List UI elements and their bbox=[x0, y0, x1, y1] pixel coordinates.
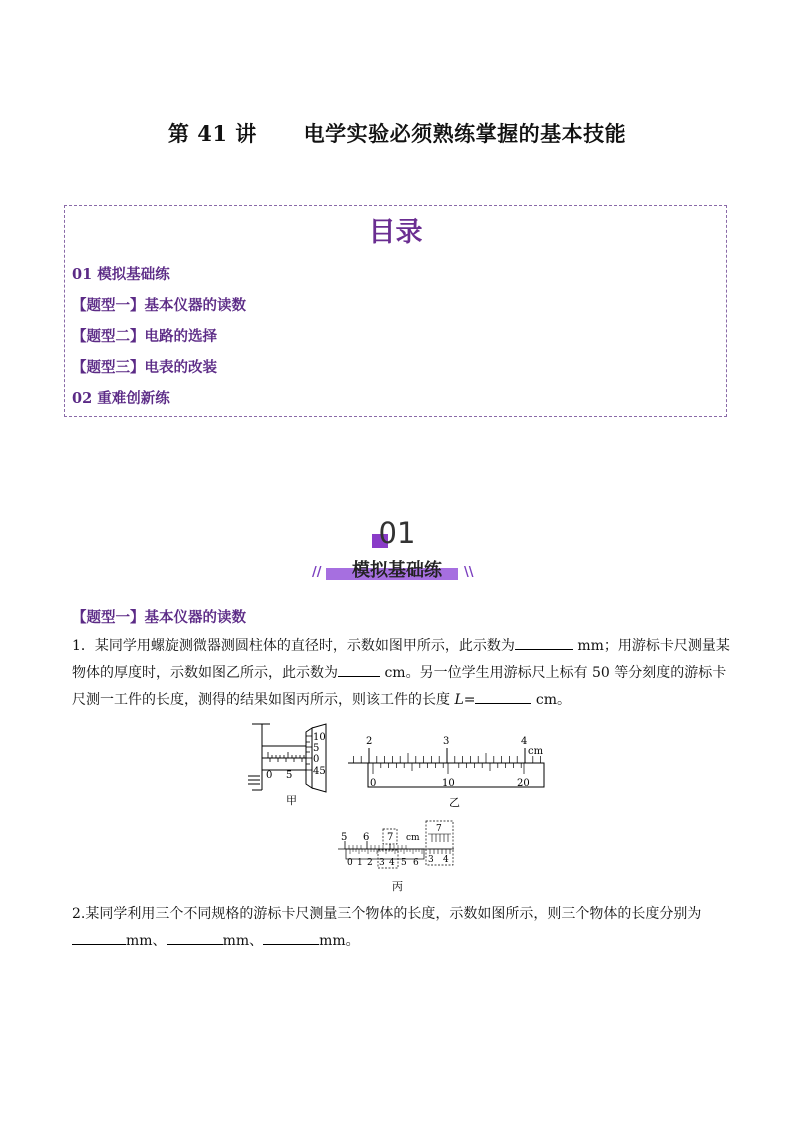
bing-main-label-6: 6 bbox=[363, 832, 370, 843]
answer-blank-3[interactable] bbox=[475, 689, 531, 704]
figure-micrometer bbox=[246, 720, 336, 810]
q2-unit-1: mm、 bbox=[126, 933, 167, 949]
bing-vernier-label-1: 1 bbox=[357, 858, 363, 868]
section-deco-left: // bbox=[312, 565, 322, 580]
bing-vernier-label-5: 5 bbox=[401, 858, 407, 868]
q1-text-a: 1．某同学用螺旋测微器测圆柱体的直径时，示数如图甲所示，此示数为 bbox=[72, 638, 515, 654]
section-title: 模拟基础练 bbox=[352, 560, 442, 581]
figure-caption-jia: 甲 bbox=[286, 794, 297, 807]
sleeve-label-5: 5 bbox=[286, 770, 293, 781]
toc-item-section-02[interactable]: 02 重难创新练 bbox=[72, 390, 170, 407]
question-1-line-3 bbox=[72, 687, 724, 714]
sleeve-ticks bbox=[268, 752, 304, 762]
q1-text-d: cm。另一位学生用游标尺上标有 50 等分刻度的游标卡 bbox=[380, 665, 727, 681]
q1-text-f: cm。 bbox=[531, 692, 572, 708]
figure-caption-yi: 乙 bbox=[449, 796, 460, 809]
bing-vernier-label-2: 2 bbox=[367, 858, 373, 868]
bing-main-label-5: 5 bbox=[341, 832, 348, 843]
thimble-label-10: 10 bbox=[313, 732, 326, 743]
main-label-4: 4 bbox=[521, 736, 528, 747]
bing-vernier-label-6: 6 bbox=[413, 858, 419, 868]
figure-caption-bing: 丙 bbox=[392, 880, 403, 893]
page-title: 第 41 讲 电学实验必须熟练掌握的基本技能 bbox=[167, 121, 627, 146]
thimble-label-5: 5 bbox=[313, 743, 320, 754]
toc-box bbox=[64, 205, 727, 417]
answer-blank-4[interactable] bbox=[72, 930, 126, 945]
bing-main-minor-ticks bbox=[349, 845, 406, 849]
q1-variable-L: L bbox=[454, 692, 464, 708]
sleeve-label-0: 0 bbox=[266, 770, 273, 781]
q1-text-e: 尺测一工件的长度，测得的结果如图丙所示，则该工件的长度 bbox=[72, 692, 455, 708]
toc-item-type-1[interactable]: 【题型一】基本仪器的读数 bbox=[72, 297, 246, 314]
toc-item-type-2[interactable]: 【题型二】电路的选择 bbox=[72, 328, 217, 345]
question-1-line-1 bbox=[72, 633, 730, 660]
toc-item-section-01[interactable]: 01 模拟基础练 bbox=[72, 266, 170, 283]
category-label: 【题型一】基本仪器的读数 bbox=[72, 609, 246, 626]
vernier-label-0: 0 bbox=[370, 778, 377, 789]
section-number: 01 bbox=[378, 516, 416, 550]
question-2-line-1: 2.某同学利用三个不同规格的游标卡尺测量三个物体的长度，示数如图所示，则三个物体的长度分别为 bbox=[72, 906, 702, 922]
vernier-scale-ticks bbox=[373, 763, 524, 774]
bing-zoom-label-3: 3 bbox=[428, 855, 434, 865]
answer-blank-5[interactable] bbox=[167, 930, 223, 945]
thimble-ticks bbox=[306, 736, 312, 770]
toc-item-type-3[interactable]: 【题型三】电表的改装 bbox=[72, 359, 217, 376]
main-scale bbox=[348, 748, 544, 763]
q2-unit-3: mm。 bbox=[319, 933, 360, 949]
section-deco-right: \\ bbox=[464, 565, 474, 580]
main-label-3: 3 bbox=[443, 736, 450, 747]
figure-vernier-caliper-bing bbox=[336, 818, 460, 894]
q2-unit-2: mm、 bbox=[222, 933, 264, 949]
bing-zoom-ticks bbox=[428, 834, 451, 854]
thimble-label-0: 0 bbox=[313, 754, 320, 765]
question-1-line-2 bbox=[72, 660, 727, 687]
bing-main-scale bbox=[338, 841, 454, 849]
thimble-label-45: 45 bbox=[313, 766, 326, 777]
question-2-line-2 bbox=[72, 928, 724, 955]
bing-vernier-label-0: 0 bbox=[347, 858, 353, 868]
figure-vernier-caliper-yi bbox=[344, 732, 550, 812]
main-unit-cm: cm bbox=[528, 746, 544, 757]
bing-zoom-label-top: 7 bbox=[436, 824, 442, 834]
bing-unit-cm: cm bbox=[406, 833, 420, 843]
answer-blank-2[interactable] bbox=[338, 662, 380, 677]
bing-vernier-label-3: 3 bbox=[379, 858, 385, 868]
bing-main-label-7: 7 bbox=[387, 832, 394, 843]
answer-blank-6[interactable] bbox=[263, 930, 319, 945]
q1-text-b: mm；用游标卡尺测量某 bbox=[572, 638, 730, 654]
q1-text-c: 物体的厚度时，示数如图乙所示，此示数为 bbox=[72, 665, 338, 681]
bing-zoom-label-4: 4 bbox=[443, 855, 449, 865]
bing-vernier-label-4: 4 bbox=[389, 858, 395, 868]
toc-heading: 目录 bbox=[368, 217, 423, 248]
q1-equals: = bbox=[463, 692, 476, 708]
vernier-label-20: 20 bbox=[517, 778, 530, 789]
answer-blank-1[interactable] bbox=[515, 635, 573, 650]
vernier-label-10: 10 bbox=[442, 778, 455, 789]
main-label-2: 2 bbox=[366, 736, 373, 747]
